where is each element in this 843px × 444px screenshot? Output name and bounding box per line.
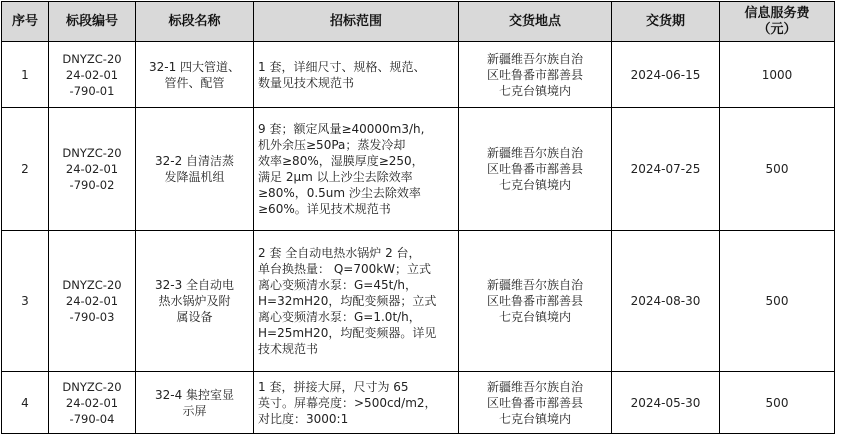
table-row xyxy=(2,42,835,108)
header-fee: 信息服务费 （元） xyxy=(720,2,835,42)
header-name: 标段名称 xyxy=(136,2,254,42)
cell-delivery: 2024-05-30 xyxy=(612,372,720,434)
cell-no: 2 xyxy=(2,108,49,231)
bid-sections-table xyxy=(1,1,835,434)
table-row xyxy=(2,231,835,372)
cell-code: DNYZC-20 24-02-01 -790-02 xyxy=(49,108,136,231)
table-row xyxy=(2,372,835,434)
header-location: 交货地点 xyxy=(459,2,612,42)
table-row xyxy=(2,108,835,231)
cell-fee: 1000 xyxy=(720,42,835,108)
cell-no: 1 xyxy=(2,42,49,108)
header-code: 标段编号 xyxy=(49,2,136,42)
cell-scope: 1 套，拼接大屏，尺寸为 65 英寸。屏幕亮度：>500cd/m2， 对比度：3000:1 xyxy=(254,372,459,434)
cell-location: 新疆维吾尔族自治 区吐鲁番市鄯善县 七克台镇境内 xyxy=(459,108,612,231)
cell-no: 3 xyxy=(2,231,49,372)
cell-delivery: 2024-07-25 xyxy=(612,108,720,231)
cell-location: 新疆维吾尔族自治 区吐鲁番市鄯善县 七克台镇境内 xyxy=(459,372,612,434)
cell-scope: 2 套 全自动电热水锅炉 2 台， 单台换热量： Q=700kW；立式 离心变频清水泵：G=45t/h， H=32mH20，均配变频器；立式 离心变频清水泵：G=1.0t/h， H=25mH20，均配变频器。详见 技术规范书 xyxy=(254,231,459,372)
cell-delivery: 2024-06-15 xyxy=(612,42,720,108)
cell-scope: 1 套，详细尺寸、规格、规范、 数量见技术规范书 xyxy=(254,42,459,108)
cell-fee: 500 xyxy=(720,231,835,372)
cell-name: 32-3 全自动电 热水锅炉及附 属设备 xyxy=(136,231,254,372)
table-header-row xyxy=(2,2,835,42)
cell-fee: 500 xyxy=(720,108,835,231)
header-no: 序号 xyxy=(2,2,49,42)
header-delivery: 交货期 xyxy=(612,2,720,42)
cell-code: DNYZC-20 24-02-01 -790-01 xyxy=(49,42,136,108)
cell-code: DNYZC-20 24-02-01 -790-03 xyxy=(49,231,136,372)
cell-no: 4 xyxy=(2,372,49,434)
cell-delivery: 2024-08-30 xyxy=(612,231,720,372)
cell-name: 32-2 自清洁蒸 发降温机组 xyxy=(136,108,254,231)
cell-location: 新疆维吾尔族自治 区吐鲁番市鄯善县 七克台镇境内 xyxy=(459,231,612,372)
cell-name: 32-4 集控室显 示屏 xyxy=(136,372,254,434)
cell-name: 32-1 四大管道、 管件、配管 xyxy=(136,42,254,108)
cell-code: DNYZC-20 24-02-01 -790-04 xyxy=(49,372,136,434)
cell-scope: 9 套；额定风量≥40000m3/h, 机外余压≥50Pa；蒸发冷却 效率≥80%，湿膜厚度≥250， 满足 2μm 以上沙尘去除效率 ≥80%，0.5um 沙尘去除效率 ≥60%。详见技术规范书 xyxy=(254,108,459,231)
cell-location: 新疆维吾尔族自治 区吐鲁番市鄯善县 七克台镇境内 xyxy=(459,42,612,108)
header-scope: 招标范围 xyxy=(254,2,459,42)
cell-fee: 500 xyxy=(720,372,835,434)
